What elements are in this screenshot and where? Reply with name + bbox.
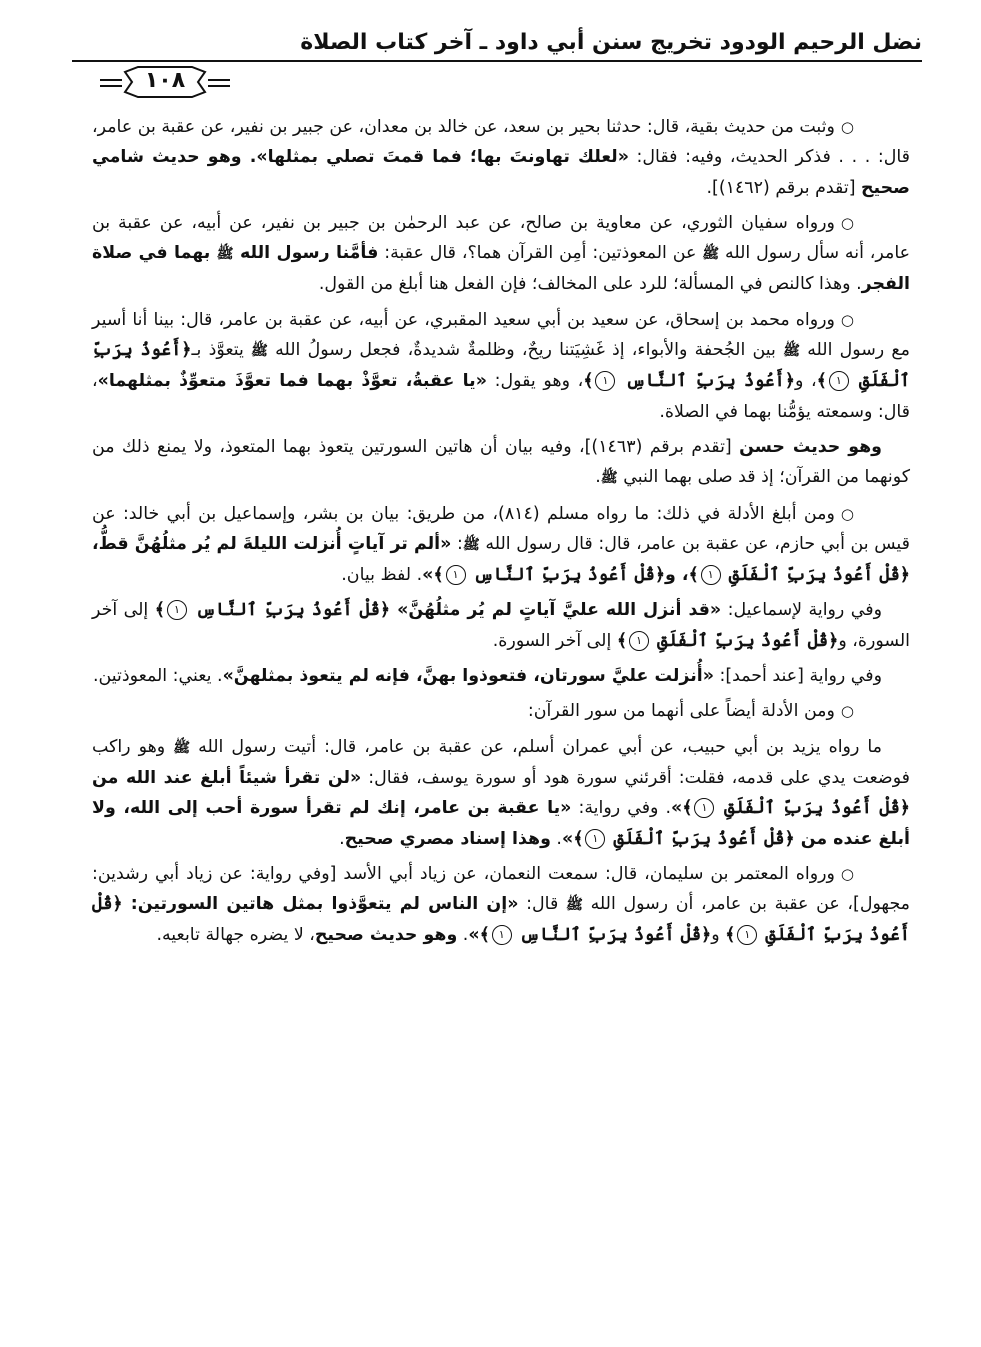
hadith-quote: «يا عقبة بن عامر، إنك لم تقرأ سورة أحب إلى الله، ولا أبلغ عنده من <box>92 798 910 849</box>
bullet-icon: ○ <box>840 213 854 232</box>
ayah-number-icon: ١ <box>492 925 512 945</box>
text: ، و <box>794 371 817 392</box>
salawat-icon: ﷺ <box>565 897 583 914</box>
hadith-quote: «لن تقرأ شيئاً أبلغ عند الله من <box>92 767 362 788</box>
quran-bracket: ﴾ <box>725 925 736 946</box>
paragraph <box>92 859 910 951</box>
salawat-icon: ﷺ <box>216 246 234 263</box>
salawat-icon: ﷺ <box>251 343 268 360</box>
ayah-number-icon: ١ <box>737 925 757 945</box>
text: ومن الأدلة أيضاً على أنهما من سور القرآن: <box>527 701 835 722</box>
paragraph <box>92 112 910 203</box>
paragraph <box>92 208 910 300</box>
text: وفي رواية [عند أحمد]: <box>713 666 882 687</box>
text: ، لا يضره جهالة تابعيه. <box>156 925 315 946</box>
bullet-icon: ○ <box>840 504 854 523</box>
text: ورواه محمد بن إسحاق، عن سعيد بن أبي سعيد المقبري، عن أبيه، عن عقبة بن عامر، قال: بينا أنا أسير مع رسول الله <box>92 309 910 361</box>
text: . <box>550 828 562 849</box>
bullet-icon: ○ <box>840 118 854 136</box>
quran-bracket: ﴾ <box>433 565 444 586</box>
quran-bracket: ﴾ <box>816 371 827 392</box>
text: . وفي رواية: <box>571 798 672 819</box>
header-rule <box>72 60 922 62</box>
ayah-number-icon: ١ <box>701 565 721 585</box>
text: وثبت من حديث بقية، قال: حدثنا بحير بن سعد، عن خالد بن معدان، عن جبير بن نفير، عن عقبة بن عامر، قال: . . . فذكر الحديث، وفيه: فقال: <box>92 117 910 168</box>
text: ، و <box>665 565 689 586</box>
hadith-quote: «لعلك تهاونتَ بها؛ فما قمتَ تصلي بمثلها» <box>256 147 629 168</box>
ornament-line-left <box>100 79 122 81</box>
ayah-number-icon: ١ <box>446 565 466 585</box>
text: ما رواه يزيد بن أبي حبيب، عن أبي عمران أسلم، عن عقبة بن عامر، قال: أتيت رسول الله <box>190 736 882 757</box>
hadith-quote: «يا عقبةُ، تعوَّذْ بهما فما تعوَّذَ متعوِّذٌ بمثلهما» <box>97 371 487 392</box>
ornament-line-right <box>208 79 230 81</box>
text: و <box>711 925 726 946</box>
grading: وهو حديث شامي صحيح <box>92 147 910 198</box>
quran-bracket: ﴾ <box>688 565 699 586</box>
ayah-number-icon: ١ <box>595 371 615 391</box>
bullet-icon: ○ <box>840 310 854 329</box>
bullet-icon: ○ <box>840 864 854 883</box>
paragraph <box>92 696 910 726</box>
ayah-number-icon: ١ <box>829 371 849 391</box>
quran-verse: ﴿أَعُوذُ بِرَبِّ ٱلْفَلَقِ <box>92 340 910 392</box>
text: . <box>595 467 601 488</box>
paragraph <box>92 732 910 854</box>
hadith-quote: «ألم تر آياتٍ أُنزلت الليلةَ لم يُر مثلُهُنَّ قطُّ، <box>92 533 452 554</box>
paragraph <box>92 595 910 656</box>
text: [تقدم برقم (١٤٦٢)]. <box>706 177 862 198</box>
quran-bracket: ﴾ <box>583 371 594 392</box>
hadith-quote: «قد أنزل الله عليَّ آياتٍ لم يُر مثلُهُنَّ» <box>390 600 722 621</box>
quran-bracket: ﴾ <box>682 798 693 819</box>
text: . يعني: المعوذتين. <box>92 666 223 687</box>
text: . <box>241 147 257 168</box>
text: وفي رواية لإسماعيل: <box>721 600 882 621</box>
paragraph <box>92 661 910 691</box>
hadith-quote: «أُنزلت عليَّ سورتان، فتعوذوا بهنَّ، فإنه لم يتعوذ بمثلهنَّ» <box>222 666 714 687</box>
quran-verse: ﴿قُلْ أَعُوذُ بِرَبِّ ٱلنَّاسِ <box>513 925 712 946</box>
quran-verse: ﴿قُلْ أَعُوذُ بِرَبِّ ٱلنَّاسِ <box>467 565 666 586</box>
hadith-quote: » <box>561 828 574 849</box>
grading: وهذا إسناد مصري صحيح <box>344 828 551 849</box>
page-number-frame <box>122 64 208 98</box>
salawat-icon: ﷺ <box>783 343 800 360</box>
text: وهو راكب فوضعت يدي على قدمه، فقلت: أقرئني سورة هود أو سورة يوسف، فقال: <box>92 736 910 788</box>
text: إلى آخر السورة، و <box>92 600 910 651</box>
text: . وهذا كالنص في المسألة؛ للرد على المخالف؛ فإن الفعل هنا أبلغ من القول. <box>318 274 862 295</box>
page-number-ornament <box>100 64 230 100</box>
text: ، وهو يقول: <box>486 371 584 392</box>
paragraph <box>92 499 910 591</box>
running-title: نضل الرحيم الودود تخريج سنن أبي داود ـ آخر كتاب الصلاة <box>300 30 922 55</box>
text: . لفظ بيان. <box>341 565 423 586</box>
page-number: ١٠٨ <box>144 68 186 93</box>
text: [تقدم برقم (١٤٦٣)]، وفيه بيان أن هاتين السورتين يتعوذ بهما المتعوذ، ولا يمنع ذلك من كونهما من القرآن؛ إذ قد صلى بهما النبي <box>92 436 910 488</box>
hadith-quote: «إن الناس لم يتعوَّذوا بمثل هاتين السورتين: <box>122 894 519 915</box>
text: : <box>451 533 463 554</box>
ayah-number-icon: ١ <box>585 829 605 849</box>
quran-bracket: ﴾ <box>479 925 490 946</box>
salawat-icon: ﷺ <box>173 739 191 756</box>
hadith-quote: » <box>468 925 480 946</box>
text: ومن أبلغ الأدلة في ذلك: ما رواه مسلم (٨١٤)، من طريق: بيان بن بشر، وإسماعيل بن أبي خالد: عن قيس بن أبي حازم، عن عقبة بن عامر، قال: قال رسول الله <box>92 503 910 554</box>
text: يتعوَّذ بـ <box>191 340 252 361</box>
text: قال: <box>518 894 566 915</box>
text: إلى آخر السورة. <box>492 630 617 651</box>
grading: وهو حديث صحيح <box>314 925 458 946</box>
ornament-line-right-2 <box>208 85 230 87</box>
quran-bracket: ﴾ <box>573 828 584 849</box>
ayah-number-icon: ١ <box>167 600 187 620</box>
bullet-icon: ○ <box>840 702 854 721</box>
text: بين الجُحفة والأبواء، إذ غَشِيَتنا ريحٌ، وظلمةٌ شديدةٌ، فجعل رسولُ الله <box>267 340 784 361</box>
quran-verse: ﴿قُلْ أَعُوذُ بِرَبِّ ٱلْفَلَقِ <box>716 798 910 819</box>
page-body <box>92 112 910 956</box>
text: ، قال: وسمعته يؤمُّنا بهما في الصلاة. <box>92 371 910 422</box>
ornament-line-left-2 <box>100 85 122 87</box>
paragraph <box>92 305 910 427</box>
hadith-quote: بهما في صلاة الفجر <box>92 243 910 295</box>
quran-verse: ﴿قُلْ أَعُوذُ بِرَبِّ ٱلْفَلَقِ <box>607 828 795 849</box>
salawat-icon: ﷺ <box>462 536 480 553</box>
text: ورواه سفيان الثوري، عن معاوية بن صالح، عن عبد الرحمٰن بن جبير بن نفير، عن أبيه، عن عقبة بن عامر، أنه سأل رسول الله <box>92 212 911 264</box>
text: ورواه المعتمر بن سليمان، قال: سمعت النعمان، عن زياد أبي الأسد [وفي رواية: عن زياد أبي رشدين: مجهول]، عن عقبة بن عامر، أن رسول الله <box>92 863 910 915</box>
page-header <box>72 24 922 106</box>
hadith-quote: » <box>671 798 683 819</box>
salawat-icon: ﷺ <box>600 470 618 487</box>
quran-verse: ﴿قُلْ أَعُوذُ بِرَبِّ ٱلْفَلَقِ <box>651 630 839 651</box>
text: عن المعوذتين: أمِن القرآن هما؟، قال عقبة: <box>378 243 703 264</box>
ayah-number-icon: ١ <box>694 798 714 818</box>
text: . <box>457 925 469 946</box>
hadith-quote: فأمَّنا رسول الله <box>233 243 379 264</box>
paragraph <box>92 432 910 494</box>
quran-bracket: ﴾ <box>616 630 628 651</box>
quran-verse: ﴿قُلْ أَعُوذُ بِرَبِّ ٱلْفَلَقِ <box>92 894 910 946</box>
quran-verse: ﴿أَعُوذُ بِرَبِّ ٱلنَّاسِ <box>617 371 795 392</box>
quran-verse: ﴿قُلْ أَعُوذُ بِرَبِّ ٱلنَّاسِ <box>188 600 391 621</box>
salawat-icon: ﷺ <box>702 246 720 263</box>
quran-verse: ﴿قُلْ أَعُوذُ بِرَبِّ ٱلْفَلَقِ <box>722 565 910 586</box>
text: . <box>339 828 345 849</box>
ayah-number-icon: ١ <box>629 631 649 651</box>
hadith-quote: » <box>422 565 434 586</box>
grading: وهو حديث حسن <box>739 436 882 457</box>
quran-bracket: ﴾ <box>154 600 165 621</box>
